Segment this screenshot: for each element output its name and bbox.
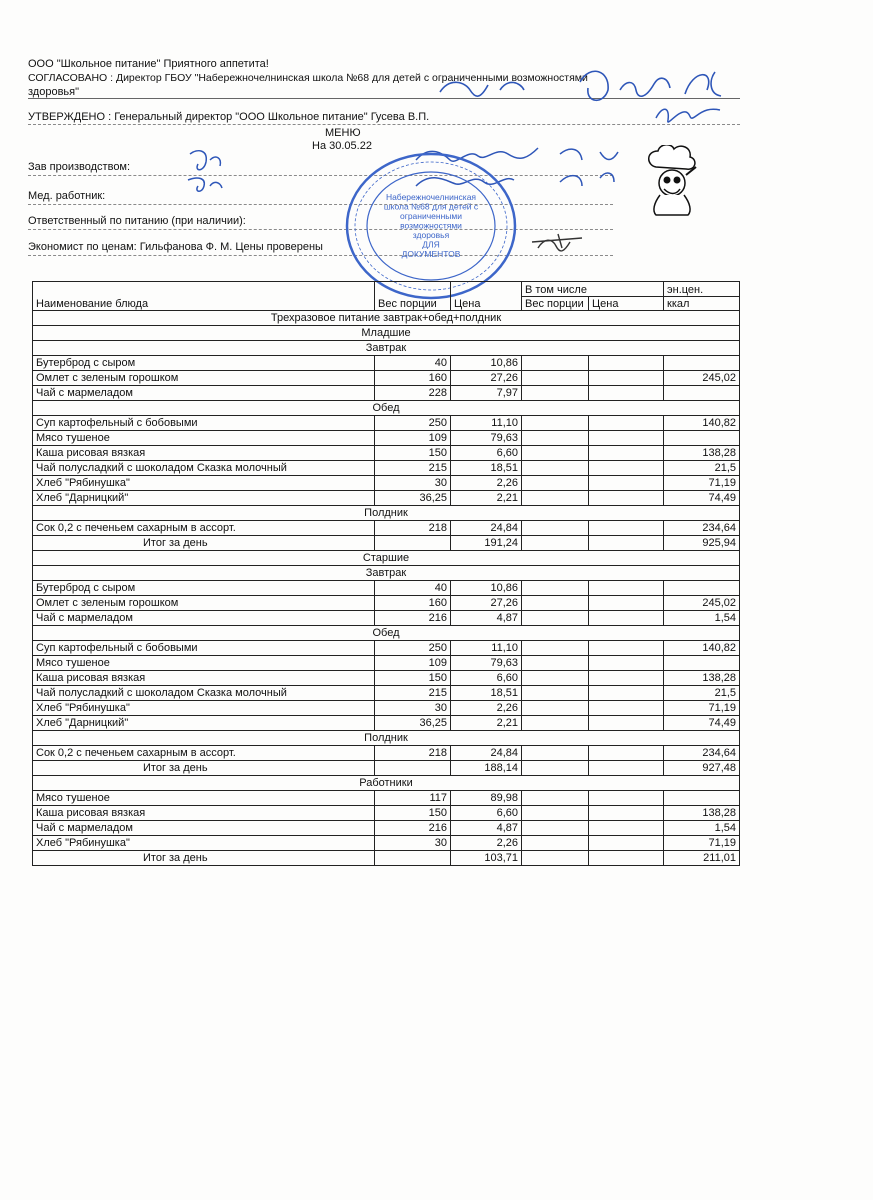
inc-portion-cell <box>522 491 589 506</box>
inc-price-cell <box>589 851 664 866</box>
inc-price-cell <box>589 386 664 401</box>
dish-price: 6,60 <box>451 446 522 461</box>
dish-name: Омлет с зеленым горошком <box>33 596 375 611</box>
inc-portion-cell <box>522 536 589 551</box>
dish-name: Хлеб "Рябинушка" <box>33 476 375 491</box>
dish-price: 27,26 <box>451 371 522 386</box>
economist-rule <box>28 255 613 256</box>
table-row <box>33 716 740 731</box>
dish-name: Омлет с зеленым горошком <box>33 371 375 386</box>
dish-portion: 36,25 <box>375 491 451 506</box>
dish-portion: 218 <box>375 521 451 536</box>
dish-name: Хлеб "Рябинушка" <box>33 701 375 716</box>
table-row <box>33 581 740 596</box>
dish-name: Сок 0,2 с печеньем сахарным в ассорт. <box>33 521 375 536</box>
dish-energy <box>664 356 740 371</box>
inc-portion-cell <box>522 641 589 656</box>
section-row <box>33 731 740 746</box>
dish-price: 7,97 <box>451 386 522 401</box>
section-row <box>33 401 740 416</box>
inc-price-cell <box>589 671 664 686</box>
section-label: Старшие <box>33 551 740 566</box>
dish-portion: 218 <box>375 746 451 761</box>
table-row <box>33 371 740 386</box>
menu-table <box>32 281 740 866</box>
stamp-line: возможностями <box>400 220 462 231</box>
dish-portion: 117 <box>375 791 451 806</box>
section-label: Обед <box>33 401 740 416</box>
dish-energy: 71,19 <box>664 836 740 851</box>
inc-price-cell <box>589 611 664 626</box>
dish-name: Чай с мармеладом <box>33 386 375 401</box>
inc-price-cell <box>589 686 664 701</box>
inc-portion-cell <box>522 356 589 371</box>
stamp-line: Набережночелнинская <box>385 192 477 202</box>
dish-portion: 40 <box>375 581 451 596</box>
dish-energy: 138,28 <box>664 446 740 461</box>
header-portion: Вес порции <box>375 282 451 311</box>
table-row <box>33 491 740 506</box>
dish-portion: 160 <box>375 596 451 611</box>
svg-text:Набережночелнинскаяшкола №68 д <box>384 192 479 259</box>
total-portion-cell <box>375 536 451 551</box>
section-label: Полдник <box>33 731 740 746</box>
inc-portion-cell <box>522 791 589 806</box>
total-row <box>33 536 740 551</box>
section-row <box>33 341 740 356</box>
inc-price-cell <box>589 641 664 656</box>
dish-price: 2,21 <box>451 491 522 506</box>
inc-price-cell <box>589 416 664 431</box>
section-row <box>33 311 740 326</box>
section-row <box>33 506 740 521</box>
inc-portion-cell <box>522 716 589 731</box>
inc-portion-cell <box>522 821 589 836</box>
table-row <box>33 836 740 851</box>
inc-price-cell <box>589 836 664 851</box>
header-energy: эн.цен. <box>664 282 740 297</box>
total-label: Итог за день <box>33 761 375 776</box>
header-name: Наименование блюда <box>33 282 375 311</box>
school-stamp <box>343 150 519 302</box>
table-row <box>33 701 740 716</box>
approver-signature <box>650 100 730 128</box>
section-label: Завтрак <box>33 341 740 356</box>
total-price: 103,71 <box>451 851 522 866</box>
inc-portion-cell <box>522 701 589 716</box>
header-inc-price: Цена <box>589 296 664 311</box>
inc-price-cell <box>589 521 664 536</box>
chef-mascot-icon <box>640 145 700 217</box>
table-row <box>33 656 740 671</box>
dish-price: 2,26 <box>451 836 522 851</box>
inc-price-cell <box>589 536 664 551</box>
total-row <box>33 761 740 776</box>
total-energy: 211,01 <box>664 851 740 866</box>
dish-name: Каша рисовая вязкая <box>33 446 375 461</box>
dish-energy: 71,19 <box>664 476 740 491</box>
inc-price-cell <box>589 476 664 491</box>
inc-portion-cell <box>522 656 589 671</box>
inc-price-cell <box>589 461 664 476</box>
production-head-label: Зав производством: <box>28 161 131 173</box>
table-row <box>33 476 740 491</box>
section-row <box>33 776 740 791</box>
inc-portion-cell <box>522 851 589 866</box>
inc-portion-cell <box>522 416 589 431</box>
section-label: Работники <box>33 776 740 791</box>
inc-portion-cell <box>522 686 589 701</box>
stamp-line: школа №68 для детей с <box>383 201 479 212</box>
inc-price-cell <box>589 356 664 371</box>
nutrition-responsible-label: Ответственный по питанию (при наличии): <box>28 215 246 227</box>
dish-price: 2,21 <box>451 716 522 731</box>
section-row <box>33 326 740 341</box>
inc-price-cell <box>589 701 664 716</box>
table-row <box>33 746 740 761</box>
inc-portion-cell <box>522 671 589 686</box>
inc-price-cell <box>589 446 664 461</box>
dish-portion: 250 <box>375 641 451 656</box>
total-portion-cell <box>375 851 451 866</box>
dish-energy: 21,5 <box>664 461 740 476</box>
table-row <box>33 431 740 446</box>
dish-name: Чай полусладкий с шоколадом Сказка молочный <box>33 686 375 701</box>
total-label: Итог за день <box>33 851 375 866</box>
dish-price: 10,86 <box>451 581 522 596</box>
dish-portion: 109 <box>375 431 451 446</box>
section-label: Обед <box>33 626 740 641</box>
dish-price: 24,84 <box>451 746 522 761</box>
table-row <box>33 386 740 401</box>
inc-price-cell <box>589 491 664 506</box>
dish-price: 79,63 <box>451 431 522 446</box>
table-row <box>33 521 740 536</box>
inc-portion-cell <box>522 476 589 491</box>
header-inc-portion: Вес порции <box>522 296 589 311</box>
dish-price: 18,51 <box>451 686 522 701</box>
med-worker-rule <box>28 204 613 205</box>
dish-name: Чай с мармеладом <box>33 821 375 836</box>
inc-portion-cell <box>522 461 589 476</box>
inc-price-cell <box>589 821 664 836</box>
table-header-row <box>33 282 740 297</box>
dish-energy: 234,64 <box>664 521 740 536</box>
dish-name: Мясо тушеное <box>33 656 375 671</box>
inc-portion-cell <box>522 431 589 446</box>
inc-price-cell <box>589 581 664 596</box>
section-label: Завтрак <box>33 566 740 581</box>
total-price: 188,14 <box>451 761 522 776</box>
dish-name: Каша рисовая вязкая <box>33 671 375 686</box>
med-worker-label: Мед. работник: <box>28 190 106 202</box>
director-signature <box>430 62 740 104</box>
inc-portion-cell <box>522 446 589 461</box>
dish-energy <box>664 581 740 596</box>
dish-energy: 234,64 <box>664 746 740 761</box>
inc-portion-cell <box>522 761 589 776</box>
dish-name: Мясо тушеное <box>33 431 375 446</box>
table-row <box>33 611 740 626</box>
total-energy: 925,94 <box>664 536 740 551</box>
inc-portion-cell <box>522 806 589 821</box>
dish-price: 4,87 <box>451 821 522 836</box>
section-label: Полдник <box>33 506 740 521</box>
dish-price: 11,10 <box>451 416 522 431</box>
dish-energy: 1,54 <box>664 611 740 626</box>
dish-name: Мясо тушеное <box>33 791 375 806</box>
menu-date: На 30.05.22 <box>312 140 372 152</box>
dish-energy <box>664 656 740 671</box>
approved-rule <box>28 124 740 125</box>
stamp-line: ограниченными <box>400 211 462 221</box>
total-label: Итог за день <box>33 536 375 551</box>
dish-portion: 216 <box>375 611 451 626</box>
dish-portion: 30 <box>375 836 451 851</box>
dish-name: Чай полусладкий с шоколадом Сказка молочный <box>33 461 375 476</box>
section-label: Трехразовое питание завтрак+обед+полдник <box>33 311 740 326</box>
inc-portion-cell <box>522 596 589 611</box>
dish-name: Каша рисовая вязкая <box>33 806 375 821</box>
total-portion-cell <box>375 761 451 776</box>
dish-energy <box>664 431 740 446</box>
table-row <box>33 461 740 476</box>
header-price: Цена <box>451 282 522 311</box>
dish-name: Чай с мармеладом <box>33 611 375 626</box>
dish-name: Суп картофельный с бобовыми <box>33 416 375 431</box>
approved-line: УТВЕРЖДЕНО : Генеральный директор "ООО Школьное питание" Гусева В.П. <box>28 111 430 123</box>
section-row <box>33 626 740 641</box>
total-row <box>33 851 740 866</box>
dish-portion: 30 <box>375 476 451 491</box>
table-row <box>33 356 740 371</box>
dish-energy: 245,02 <box>664 371 740 386</box>
nutrition-responsible-rule <box>28 229 613 230</box>
dish-energy: 140,82 <box>664 416 740 431</box>
section-label: Младшие <box>33 326 740 341</box>
header-including: В том числе <box>522 282 664 297</box>
dish-name: Хлеб "Рябинушка" <box>33 836 375 851</box>
dish-portion: 36,25 <box>375 716 451 731</box>
dish-portion: 216 <box>375 821 451 836</box>
dish-portion: 228 <box>375 386 451 401</box>
total-price: 191,24 <box>451 536 522 551</box>
stamp-line: ДОКУМЕНТОВ <box>401 249 461 259</box>
total-energy: 927,48 <box>664 761 740 776</box>
table-row <box>33 821 740 836</box>
dish-portion: 109 <box>375 656 451 671</box>
dish-price: 89,98 <box>451 791 522 806</box>
table-row <box>33 686 740 701</box>
agreed-line: СОГЛАСОВАНО : Директор ГБОУ "Набережночелнинская школа №68 для детей с ограниченными возможностями <box>28 72 588 84</box>
dish-portion: 215 <box>375 686 451 701</box>
inc-price-cell <box>589 716 664 731</box>
dish-energy: 1,54 <box>664 821 740 836</box>
section-row <box>33 566 740 581</box>
dish-energy: 245,02 <box>664 596 740 611</box>
table-row <box>33 791 740 806</box>
inc-price-cell <box>589 746 664 761</box>
dish-energy: 74,49 <box>664 491 740 506</box>
dish-energy: 140,82 <box>664 641 740 656</box>
dish-price: 6,60 <box>451 806 522 821</box>
inc-price-cell <box>589 761 664 776</box>
dish-price: 79,63 <box>451 656 522 671</box>
inc-portion-cell <box>522 836 589 851</box>
inc-portion-cell <box>522 581 589 596</box>
dish-portion: 40 <box>375 356 451 371</box>
dish-portion: 30 <box>375 701 451 716</box>
inc-price-cell <box>589 596 664 611</box>
dish-energy: 71,19 <box>664 701 740 716</box>
table-row <box>33 806 740 821</box>
dish-portion: 160 <box>375 371 451 386</box>
section-row <box>33 551 740 566</box>
dish-price: 2,26 <box>451 701 522 716</box>
dish-price: 4,87 <box>451 611 522 626</box>
dish-price: 24,84 <box>451 521 522 536</box>
agreed-line-2: здоровья" <box>28 86 80 98</box>
dish-price: 18,51 <box>451 461 522 476</box>
page-title: МЕНЮ <box>325 127 361 139</box>
header-energy-unit: ккал <box>664 296 740 311</box>
dish-portion: 150 <box>375 446 451 461</box>
inc-portion-cell <box>522 746 589 761</box>
inc-price-cell <box>589 806 664 821</box>
dish-price: 10,86 <box>451 356 522 371</box>
inc-portion-cell <box>522 611 589 626</box>
dish-energy <box>664 386 740 401</box>
table-row <box>33 416 740 431</box>
economist-label: Экономист по ценам: Гильфанова Ф. М. Цены проверены <box>28 241 323 253</box>
stamp-line: ДЛЯ <box>422 239 440 250</box>
dish-energy: 138,28 <box>664 671 740 686</box>
dish-name: Сок 0,2 с печеньем сахарным в ассорт. <box>33 746 375 761</box>
table-row <box>33 446 740 461</box>
dish-portion: 150 <box>375 806 451 821</box>
inc-price-cell <box>589 656 664 671</box>
dish-price: 2,26 <box>451 476 522 491</box>
inc-portion-cell <box>522 386 589 401</box>
dish-energy: 21,5 <box>664 686 740 701</box>
dish-name: Бутерброд с сыром <box>33 581 375 596</box>
org-name: ООО "Школьное питание" Приятного аппетита! <box>28 58 269 70</box>
dish-name: Хлеб "Дарницкий" <box>33 716 375 731</box>
dish-name: Хлеб "Дарницкий" <box>33 491 375 506</box>
dish-energy: 74,49 <box>664 716 740 731</box>
production-head-initials <box>180 140 250 200</box>
stamp-line: здоровья <box>412 230 450 240</box>
dish-portion: 150 <box>375 671 451 686</box>
table-row <box>33 671 740 686</box>
dish-portion: 215 <box>375 461 451 476</box>
inc-price-cell <box>589 791 664 806</box>
table-row <box>33 596 740 611</box>
table-row <box>33 641 740 656</box>
dish-portion: 250 <box>375 416 451 431</box>
dish-energy: 138,28 <box>664 806 740 821</box>
dish-price: 27,26 <box>451 596 522 611</box>
inc-price-cell <box>589 431 664 446</box>
dish-name: Бутерброд с сыром <box>33 356 375 371</box>
economist-signature <box>528 228 588 254</box>
inc-price-cell <box>589 371 664 386</box>
dish-name: Суп картофельный с бобовыми <box>33 641 375 656</box>
dish-price: 11,10 <box>451 641 522 656</box>
dish-energy <box>664 791 740 806</box>
dish-price: 6,60 <box>451 671 522 686</box>
inc-portion-cell <box>522 521 589 536</box>
inc-portion-cell <box>522 371 589 386</box>
